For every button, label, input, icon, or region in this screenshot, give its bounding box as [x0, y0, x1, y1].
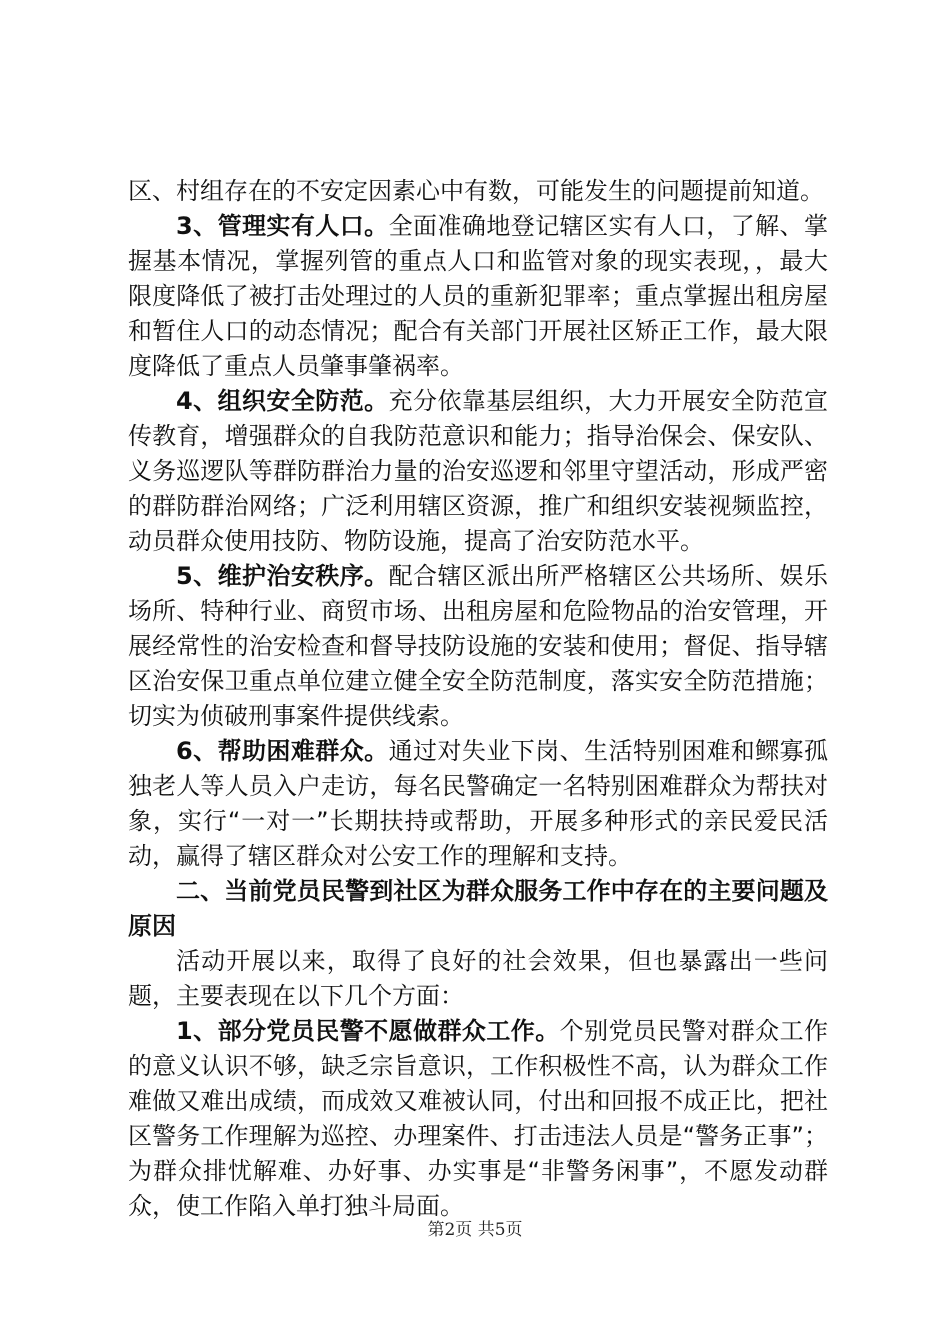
paragraph-4-text: 配合辖区派出所严格辖区公共场所、娱乐场所、特种行业、商贸市场、出租房屋和危险物品的治安管理，开展经常性的治安检查和督导技防设施的安装和使用；督促、指导辖区治安保卫重点单位建立健全安全防范制度，落实安全防范措施；切实为侦破刑事案件提供线索。: [128, 562, 828, 730]
paragraph-3: [128, 384, 828, 559]
paragraph-4: [128, 559, 828, 734]
paragraph-4-heading: 5、维护治安秩序。: [176, 562, 389, 590]
paragraph-2-heading: 3、管理实有人口。: [176, 212, 389, 240]
section-heading-text: 二、当前党员民警到社区为群众服务工作中存在的主要问题及原因: [128, 877, 828, 940]
paragraph-5-heading: 6、帮助困难群众。: [176, 737, 389, 765]
paragraph-1: [128, 174, 828, 209]
paragraph-5-text: 通过对失业下岗、生活特别困难和鳏寡孤独老人等人员入户走访，每名民警确定一名特别困难群众为帮扶对象，实行“一对一”长期扶持或帮助，开展多种形式的亲民爱民活动，赢得了辖区群众对公安工作的理解和支持。: [128, 737, 828, 870]
paragraph-3-text: 充分依靠基层组织，大力开展安全防范宣传教育，增强群众的自我防范意识和能力；指导治保会、保安队、义务巡逻队等群防群治力量的治安巡逻和邻里守望活动，形成严密的群防群治网络；广泛利用辖区资源，推广和组织安装视频监控，动员群众使用技防、物防设施，提高了治安防范水平。: [128, 387, 828, 555]
paragraph-2-text: 全面准确地登记辖区实有人口，了解、掌握基本情况，掌握列管的重点人口和监管对象的现实表现，，最大限度降低了被打击处理过的人员的重新犯罪率；重点掌握出租房屋和暂住人口的动态情况；配合有关部门开展社区矫正工作，最大限度降低了重点人员肇事肇祸率。: [128, 212, 828, 380]
paragraph-3-heading: 4、组织安全防范。: [176, 387, 389, 415]
page-footer: 第2页 共5页: [427, 1220, 523, 1240]
body-text: [128, 174, 828, 1224]
paragraph-5: [128, 734, 828, 874]
section-heading: [128, 874, 828, 944]
paragraph-8-text: 个别党员民警对群众工作的意义认识不够，缺乏宗旨意识，工作积极性不高，认为群众工作难做又难出成绩，而成效又难被认同，付出和回报不成正比，把社区警务工作理解为巡控、办理案件、打击违法人员是“警务正事”；为群众排忧解难、办好事、办实事是“非警务闲事”，不愿发动群众，使工作陷入单打独斗局面。: [128, 1017, 829, 1220]
paragraph-1-text: 区、村组存在的不安定因素心中有数，可能发生的问题提前知道。: [128, 177, 824, 205]
paragraph-2: [128, 209, 828, 384]
paragraph-7-text: 活动开展以来，取得了良好的社会效果，但也暴露出一些问题，主要表现在以下几个方面：: [128, 947, 828, 1010]
paragraph-7: [128, 944, 828, 1014]
paragraph-8: [128, 1014, 828, 1224]
paragraph-8-heading: 1、部分党员民警不愿做群众工作。: [176, 1017, 560, 1045]
